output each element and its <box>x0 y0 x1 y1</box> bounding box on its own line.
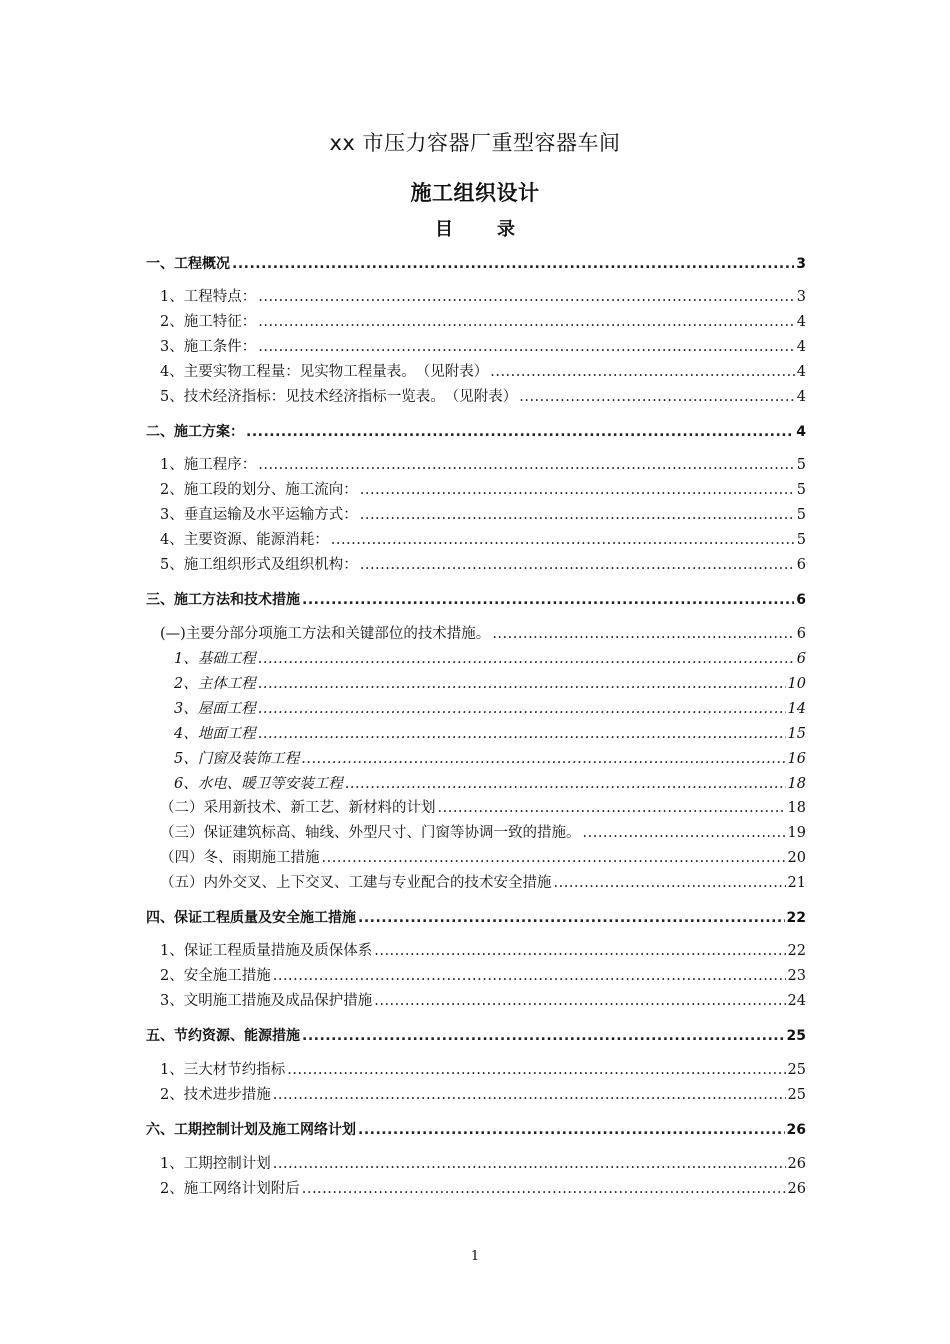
toc-entry-page: 14 <box>787 701 806 717</box>
toc-entry[interactable] <box>160 313 806 331</box>
toc-entry-page: 4 <box>796 364 806 380</box>
toc-entry[interactable] <box>160 288 806 306</box>
toc-entry-label: 4、地面工程 <box>174 726 256 742</box>
dot-leader <box>358 1121 785 1139</box>
toc-entry-page: 3 <box>796 256 806 272</box>
toc-entry-label: （二）采用新技术、新工艺、新材料的计划 <box>160 800 436 816</box>
toc-entry[interactable] <box>160 363 806 381</box>
dot-leader <box>322 849 786 867</box>
dot-leader <box>302 591 794 609</box>
toc-entry[interactable] <box>174 700 806 718</box>
toc-entry-label: 3、施工条件： <box>160 339 257 355</box>
toc-entry-page: 24 <box>787 993 806 1009</box>
toc-entry-label: 4、主要实物工程量：见实物工程量表。 （见附表） <box>160 364 489 380</box>
dot-leader <box>232 255 794 273</box>
toc-entry-label: 1、三大材节约指标 <box>160 1062 286 1078</box>
toc-section[interactable] <box>146 423 806 441</box>
toc-entry-label: 2、技术进步措施 <box>160 1087 271 1103</box>
toc-entry[interactable] <box>160 874 806 892</box>
toc-entry-page: 6 <box>796 626 806 642</box>
toc-entry-label: 1、施工程序： <box>160 457 257 473</box>
toc-entry[interactable] <box>160 942 806 960</box>
dot-leader <box>360 506 795 524</box>
toc-section[interactable] <box>146 255 806 273</box>
toc-entry[interactable] <box>160 1180 806 1198</box>
toc-entry-page: 18 <box>787 776 806 792</box>
toc-entry[interactable] <box>160 799 806 817</box>
toc-entry-page: 25 <box>787 1062 806 1078</box>
toc-heading: 目录 <box>435 219 559 240</box>
toc-entry-page: 26 <box>787 1181 806 1197</box>
dot-leader <box>438 799 786 817</box>
toc-entry-page: 5 <box>796 532 806 548</box>
toc-entry-label: 3、屋面工程 <box>174 701 256 717</box>
toc-entry[interactable] <box>160 625 806 643</box>
toc-entry-label: 1、基础工程 <box>174 651 256 667</box>
toc-entry-label: 6、水电、暖卫等安装工程 <box>174 776 343 792</box>
toc-entry-page: 21 <box>787 875 806 891</box>
toc-entry-page: 18 <box>787 800 806 816</box>
dot-leader <box>492 625 794 643</box>
toc-entry[interactable] <box>160 1155 806 1173</box>
toc-entry-page: 19 <box>787 825 806 841</box>
toc-entry[interactable] <box>160 506 806 524</box>
toc-entry-page: 4 <box>796 389 806 405</box>
dot-leader <box>345 775 786 793</box>
toc-entry[interactable] <box>174 750 806 768</box>
toc-entry[interactable] <box>160 824 806 842</box>
dot-leader <box>583 824 786 842</box>
toc-entry[interactable] <box>174 650 806 668</box>
toc-entry-label: 3、文明施工措施及成品保护措施 <box>160 993 373 1009</box>
document-subtitle: 施工组织设计 <box>410 181 540 205</box>
toc-entry-page: 5 <box>796 482 806 498</box>
toc-entry-label: （五）内外交叉、上下交叉、工建与专业配合的技术安全措施 <box>160 875 552 891</box>
toc-entry-label: 三、施工方法和技术措施 <box>146 592 300 608</box>
toc-entry-label: 1、保证工程质量措施及质保体系 <box>160 943 373 959</box>
toc-entry-label: 5、施工组织形式及组织机构： <box>160 557 358 573</box>
toc-entry-label: 5、门窗及装饰工程 <box>174 751 300 767</box>
toc-entry-label: 1、工程特点： <box>160 289 257 305</box>
dot-leader <box>246 423 794 441</box>
toc-entry-page: 25 <box>786 1028 806 1044</box>
toc-entry[interactable] <box>174 675 806 693</box>
dot-leader <box>287 1061 785 1079</box>
dot-leader <box>374 992 785 1010</box>
dot-leader <box>490 363 795 381</box>
toc-entry-label: 2、施工段的划分、施工流向： <box>160 482 358 498</box>
dot-leader <box>258 700 786 718</box>
toc-entry[interactable] <box>160 556 806 574</box>
dot-leader <box>301 750 785 768</box>
toc-entry-label: （三）保证建筑标高、轴线、外型尺寸、门窗等协调一致的措施。 <box>160 825 581 841</box>
toc-entry[interactable] <box>160 967 806 985</box>
dot-leader <box>258 675 786 693</box>
toc-entry[interactable] <box>160 1086 806 1104</box>
toc-entry-label: (—)主要分部分项施工方法和关键部位的技术措施。 <box>160 626 491 642</box>
toc-entry-page: 6 <box>796 557 806 573</box>
toc-entry[interactable] <box>174 725 806 743</box>
dot-leader <box>258 456 795 474</box>
dot-leader <box>360 481 795 499</box>
toc-section[interactable] <box>146 1027 806 1045</box>
document-title: xx 市压力容器厂重型容器车间 <box>329 131 621 155</box>
page-number: 1 <box>470 1249 480 1264</box>
toc-entry-page: 25 <box>787 1087 806 1103</box>
toc-entry-page: 4 <box>796 314 806 330</box>
dot-leader <box>258 288 795 306</box>
dot-leader <box>358 909 785 927</box>
dot-leader <box>258 725 786 743</box>
toc-entry-label: 四、保证工程质量及安全施工措施 <box>146 910 356 926</box>
toc-entry-page: 5 <box>796 457 806 473</box>
dot-leader <box>258 650 795 668</box>
toc-entry[interactable] <box>160 992 806 1010</box>
toc-entry[interactable] <box>160 531 806 549</box>
toc-entry[interactable] <box>160 481 806 499</box>
toc-entry-label: 4、主要资源、能源消耗： <box>160 532 329 548</box>
toc-entry-label: 3、垂直运输及水平运输方式： <box>160 507 358 523</box>
toc-entry-page: 23 <box>787 968 806 984</box>
dot-leader <box>273 967 786 985</box>
toc-entry[interactable] <box>160 338 806 356</box>
toc-entry-label: （四）冬、雨期施工措施 <box>160 850 320 866</box>
toc-entry[interactable] <box>160 1061 806 1079</box>
toc-entry-label: 2、主体工程 <box>174 676 256 692</box>
dot-leader <box>273 1086 786 1104</box>
dot-leader <box>331 531 795 549</box>
dot-leader <box>273 1155 786 1173</box>
toc-entry[interactable] <box>160 456 806 474</box>
toc-entry-page: 15 <box>787 726 806 742</box>
toc-entry-label: 5、技术经济指标：见技术经济指标一览表。 （见附表） <box>160 389 518 405</box>
toc-entry[interactable] <box>174 775 806 793</box>
toc-entry-label: 2、安全施工措施 <box>160 968 271 984</box>
toc-entry-page: 20 <box>787 850 806 866</box>
toc-section[interactable] <box>146 591 806 609</box>
toc-entry[interactable] <box>160 388 806 406</box>
toc-entry-label: 二、施工方案： <box>146 424 244 440</box>
toc-entry-page: 4 <box>796 424 806 440</box>
toc-entry[interactable] <box>160 849 806 867</box>
toc-entry-label: 2、施工特征： <box>160 314 257 330</box>
toc-entry-page: 26 <box>787 1156 806 1172</box>
toc-entry-page: 22 <box>787 943 806 959</box>
toc-entry-page: 26 <box>786 1122 806 1138</box>
toc-entry-label: 1、工期控制计划 <box>160 1156 271 1172</box>
dot-leader <box>258 338 795 356</box>
toc-entry-page: 3 <box>796 289 806 305</box>
toc-entry-page: 6 <box>796 651 806 667</box>
toc-entry-label: 五、节约资源、能源措施 <box>146 1028 300 1044</box>
dot-leader <box>258 313 795 331</box>
toc-entry-page: 4 <box>796 339 806 355</box>
dot-leader <box>360 556 795 574</box>
toc-entry-label: 六、工期控制计划及施工网络计划 <box>146 1122 356 1138</box>
dot-leader <box>519 388 795 406</box>
dot-leader <box>302 1027 785 1045</box>
toc-entry-page: 10 <box>787 676 806 692</box>
toc-section[interactable] <box>146 1121 806 1139</box>
toc-entry-label: 2、施工网络计划附后 <box>160 1181 300 1197</box>
toc-entry-page: 6 <box>796 592 806 608</box>
toc-entry-page: 5 <box>796 507 806 523</box>
dot-leader <box>302 1180 786 1198</box>
toc-entry-page: 22 <box>786 910 806 926</box>
dot-leader <box>374 942 785 960</box>
dot-leader <box>554 874 786 892</box>
toc-entry-page: 16 <box>787 751 806 767</box>
toc-section[interactable] <box>146 909 806 927</box>
toc-entry-label: 一、工程概况 <box>146 256 230 272</box>
